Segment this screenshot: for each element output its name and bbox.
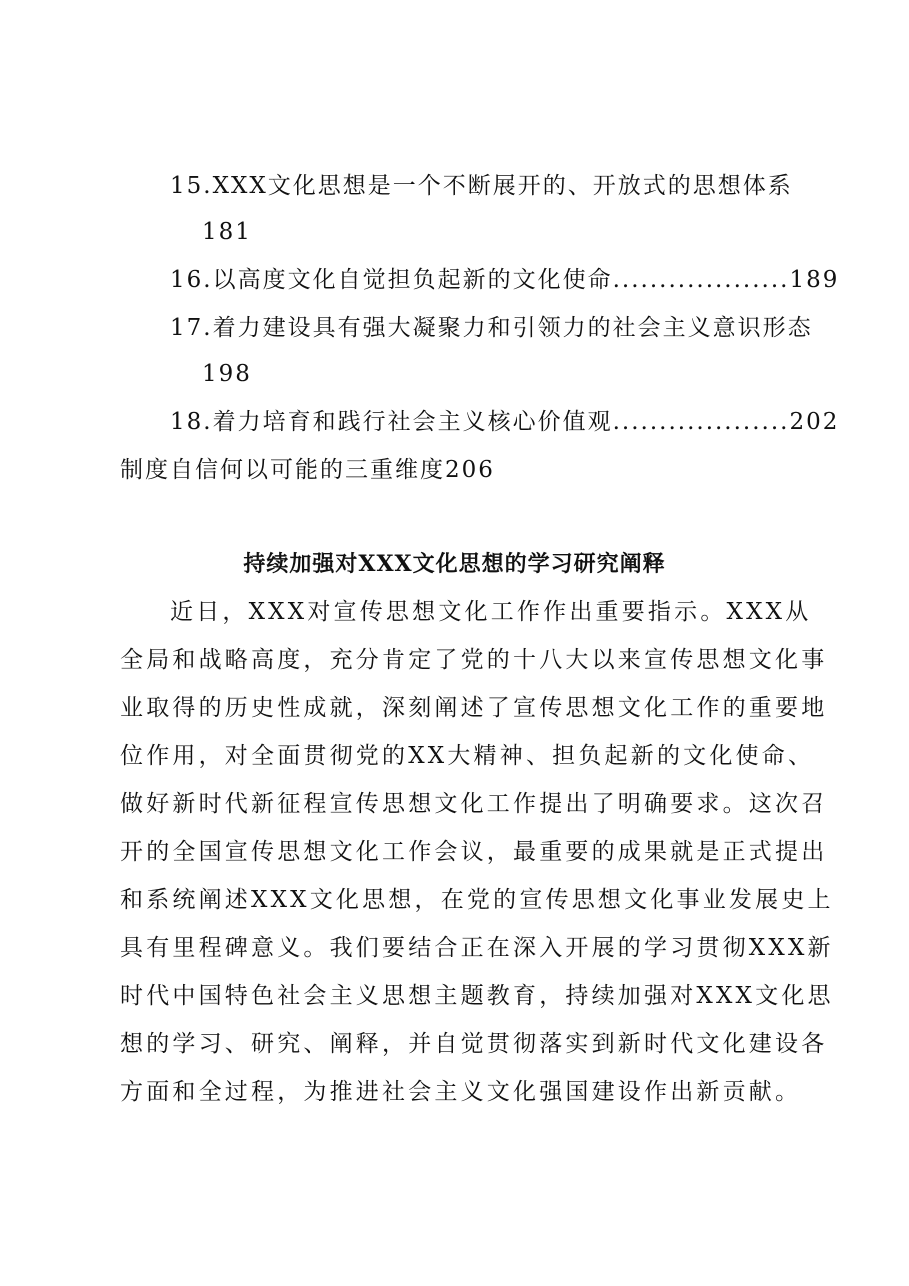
toc-entry-17-page: 198 bbox=[202, 361, 252, 387]
toc-entry-15-page: 181 bbox=[202, 219, 252, 245]
paragraph-line: 业取得的历史性成就，深刻阐述了宣传思想文化工作的重要地 bbox=[120, 695, 828, 721]
paragraph-line: 想的学习、研究、阐释，并自觉贯彻落实到新时代文化建设各 bbox=[120, 1031, 828, 1057]
paragraph-line: 位作用，对全面贯彻党的XX大精神、担负起新的文化使命、 bbox=[120, 743, 815, 769]
toc-extra-entry: 制度自信何以可能的三重维度206 bbox=[120, 457, 495, 483]
paragraph-line: 方面和全过程，为推进社会主义文化强国建设作出新贡献。 bbox=[120, 1079, 802, 1105]
toc-entry-18: 18.着力培育和践行社会主义核心价值观...................202 bbox=[170, 409, 840, 435]
toc-entry-17: 17.着力建设具有强大凝聚力和引领力的社会主义意识形态 bbox=[170, 315, 813, 341]
paragraph-line: 具有里程碑意义。我们要结合正在深入开展的学习贯彻XXX新 bbox=[120, 935, 834, 961]
paragraph-line: 时代中国特色社会主义思想主题教育，持续加强对XXX文化思 bbox=[120, 983, 834, 1009]
paragraph-line: 全局和战略高度，充分肯定了党的十八大以来宣传思想文化事 bbox=[120, 647, 828, 673]
toc-entry-16: 16.以高度文化自觉担负起新的文化使命...................189 bbox=[170, 267, 840, 293]
paragraph-line: 近日，XXX对宣传思想文化工作作出重要指示。XXX从 bbox=[170, 599, 812, 625]
paragraph-line: 和系统阐述XXX文化思想，在党的宣传思想文化事业发展史上 bbox=[120, 887, 834, 913]
toc-entry-15: 15.XXX文化思想是一个不断展开的、开放式的思想体系 bbox=[170, 173, 793, 199]
paragraph-line: 开的全国宣传思想文化工作会议，最重要的成果就是正式提出 bbox=[120, 839, 828, 865]
paragraph-line: 做好新时代新征程宣传思想文化工作提出了明确要求。这次召 bbox=[120, 791, 828, 817]
article-title: 持续加强对XXX文化思想的学习研究阐释 bbox=[243, 551, 666, 577]
